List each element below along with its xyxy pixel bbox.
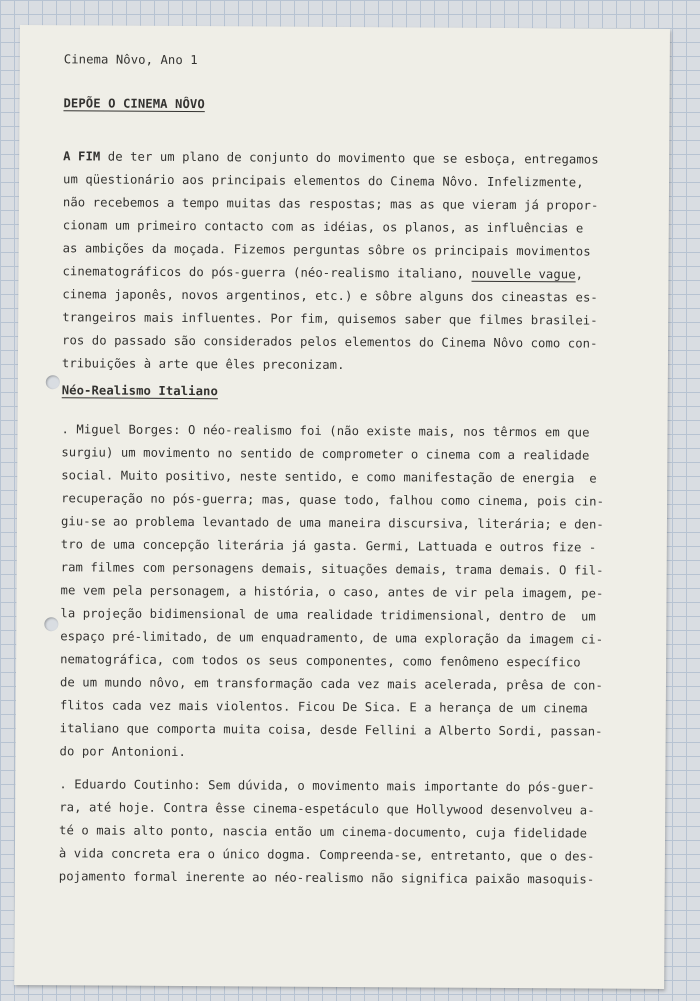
answer-line: giu-se ao problema levantado de uma maneira discursiva, literária; e den- [60, 514, 604, 532]
punch-hole [46, 375, 60, 389]
answer-line: la projeção bidimensional de uma realidade tridimensional, dentro de um [60, 606, 596, 624]
intro-lead: A FIM [63, 149, 101, 164]
answer-line: à vida concreta era o único dogma. Compreenda-se, entretanto, que o des- [58, 846, 595, 864]
subsection-title: Néo-Realismo Italiano [61, 383, 218, 399]
punch-hole [44, 617, 58, 631]
answer-line: . Eduardo Coutinho: Sem dúvida, o movimento mais importante do pós-guer- [59, 777, 595, 795]
intro-line: um qüestionário aos principais elementos do Cinema Nôvo. Infelizmente, [63, 172, 584, 190]
intro-line: cionam um primeiro contacto com as idéias, os planos, as influências e [62, 218, 584, 236]
intro-line: ros do passado são considerados pelos elementos do Cinema Nôvo como con- [62, 333, 598, 351]
page-header: Cinema Nôvo, Ano 1 [63, 52, 198, 68]
answer-line: social. Muito positivo, neste sentido, e como manifestação de energia e [61, 468, 597, 486]
typewritten-page [14, 25, 670, 989]
answer-line: surgiu) um movimento no sentido de comprometer o cinema com a realidade [61, 445, 590, 463]
answer-line: recuperação no pós-guerra; mas, quase todo, falhou como cinema, pois cin- [61, 491, 605, 509]
answer-line: espaço pré-limitado, de um enquadramento, de uma exploração da imagem ci- [60, 629, 604, 647]
answer-line: italiano que comporta muita coisa, desde Fellini a Alberto Sordi, passan- [59, 721, 603, 739]
answer-line: ram filmes com personagens demais, situações demais, trama demais. O fil- [60, 560, 604, 578]
intro-line: cinema japonês, novos argentinos, etc.) e sôbre alguns dos cineastas es- [62, 287, 598, 305]
answer-line: de um mundo nôvo, em transformação cada vez mais acelerada, prêsa de con- [59, 675, 603, 693]
intro-line: tribuições à arte que êles preconizam. [61, 356, 345, 372]
answer-line: me vem pela personagem, a história, o caso, antes de vir pela imagem, pe- [60, 583, 604, 601]
intro-line: trangeiros mais influentes. Por fim, quisemos saber que filmes brasilei- [62, 310, 598, 328]
intro-line: as ambições da moçada. Fizemos perguntas sôbre os principais movimentos [62, 241, 591, 259]
answer-line: nematográfica, com todos os seus componentes, como fenômeno específico [60, 652, 581, 670]
intro-line: A FIM de ter um plano de conjunto do movimento que se esboça, entregamos [63, 149, 599, 167]
answer-line: . Miguel Borges: O néo-realismo foi (não existe mais, nos têrmos em que [61, 422, 590, 440]
answer-line: tro de uma concepção literária já gasta. Germi, Lattuada e outros fize - [60, 537, 597, 555]
answer-line: do por Antonioni. [59, 744, 187, 760]
intro-line: cinematográficos do pós-guerra (néo-realismo italiano, nouvelle vague, [62, 264, 584, 282]
answer-line: flitos cada vez mais violentos. Ficou De Sica. E a herança de um cinema [59, 698, 588, 716]
answer-line: pojamento formal inerente ao néo-realismo não significa paixão masoquis- [58, 869, 595, 887]
section-title: DEPÕE O CINEMA NÔVO [63, 96, 205, 112]
answer-line: ra, até hoje. Contra êsse cinema-espetáculo que Hollywood desenvolveu a- [59, 800, 595, 818]
answer-line: té o mais alto ponto, nascia então um cinema-documento, cuja fidelidade [59, 823, 588, 841]
nouvelle-vague-term: nouvelle vague [471, 266, 576, 282]
intro-line: não recebemos a tempo muitas das respostas; mas as que vieram já propor- [62, 195, 599, 213]
